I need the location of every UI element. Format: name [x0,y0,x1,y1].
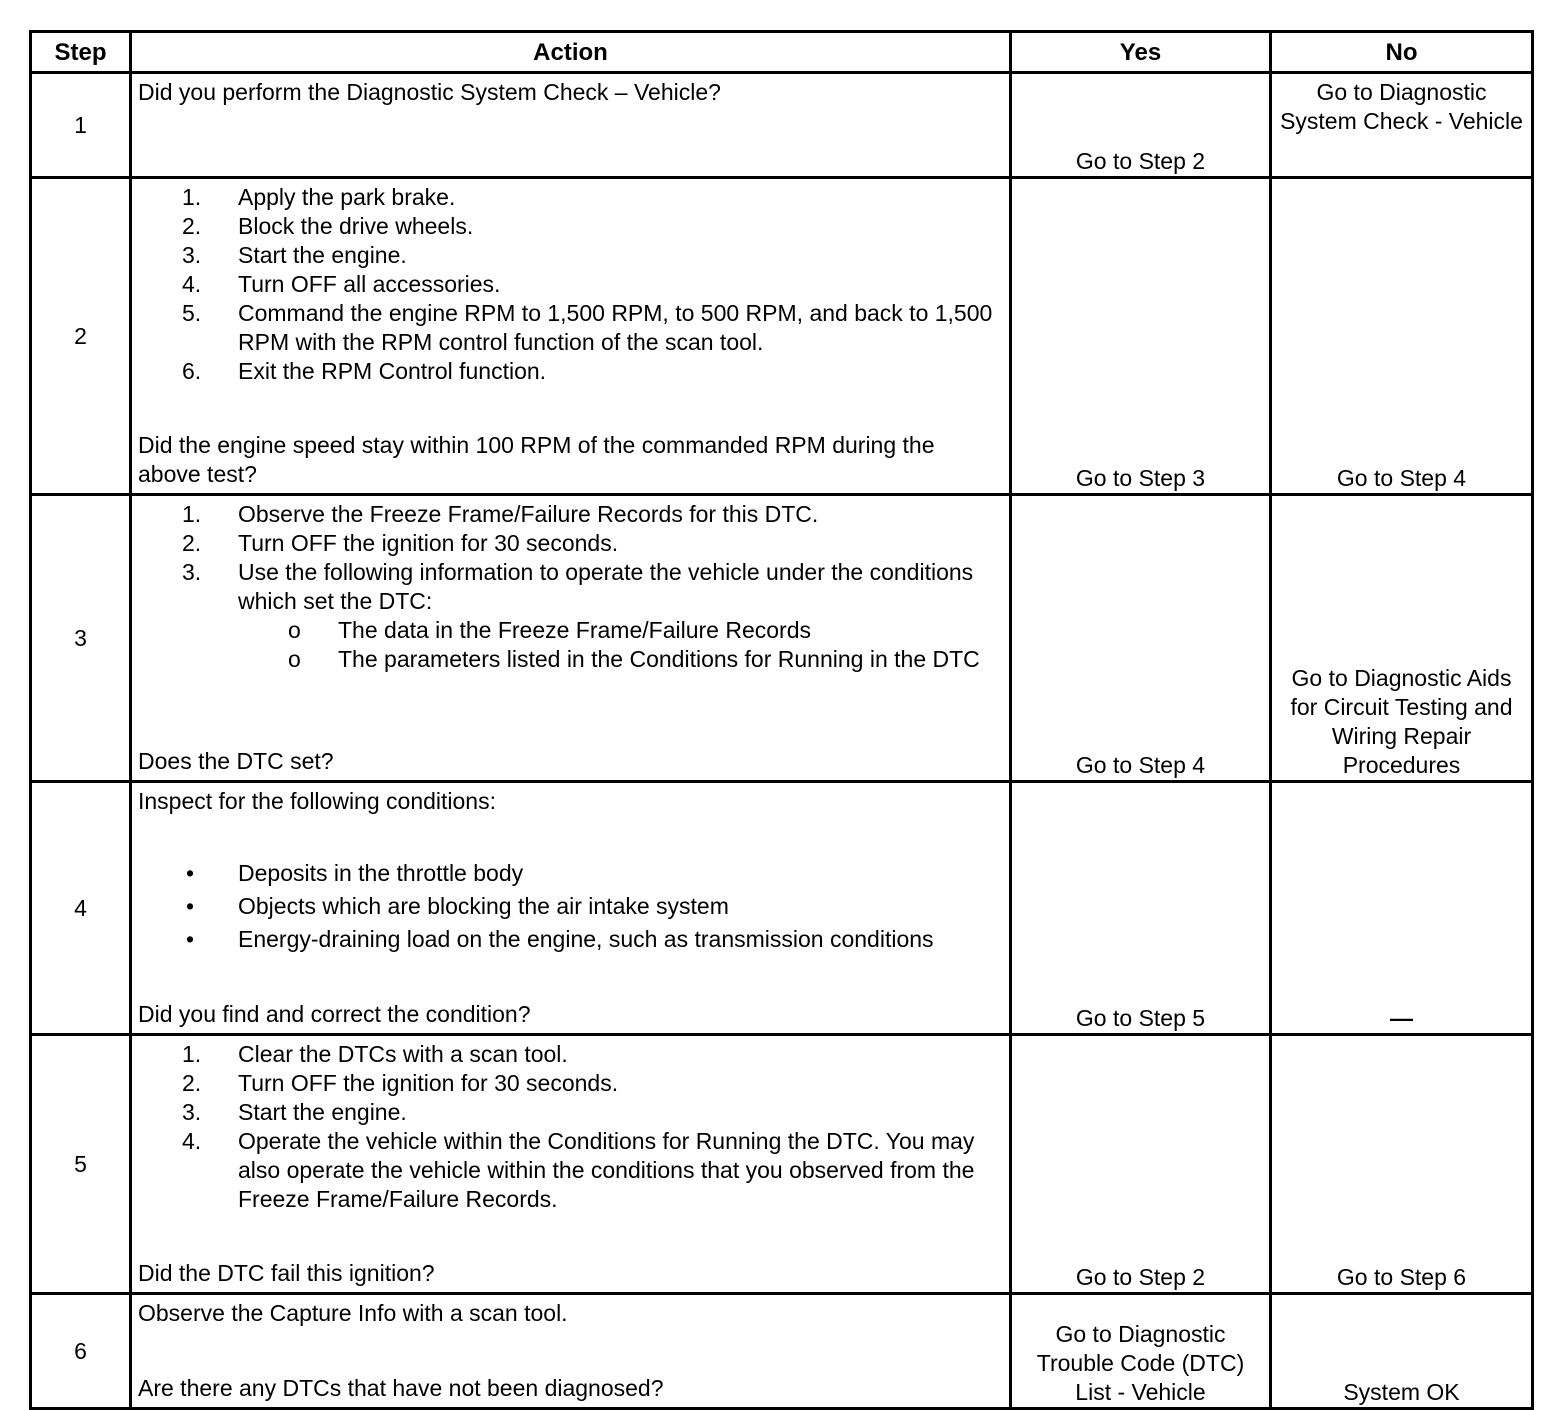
list-text: Deposits in the throttle body [238,859,524,886]
action-cell [131,495,1011,782]
list-number: 2. [182,213,202,239]
list-text: Clear the DTCs with a scan tool. [238,1041,568,1067]
numbered-list [138,500,1003,674]
table-row [31,73,1533,178]
yes-cell: Go to Step 3 [1011,178,1271,495]
list-item [138,1098,1003,1127]
bullet-icon: • [186,925,195,952]
list-item [138,241,1003,270]
no-cell: Go to Step 4 [1271,178,1533,495]
list-item [138,299,1003,357]
list-text: Apply the park brake. [238,184,456,210]
bullet-list [138,859,1003,958]
no-cell: — [1271,782,1533,1035]
list-number: 1. [182,184,202,210]
step-number: 2 [31,178,131,495]
bullet-icon: • [186,859,195,886]
list-number: 1. [182,1041,202,1067]
list-item [138,892,1003,921]
list-number: 4. [182,271,202,297]
step-number: 6 [31,1294,131,1409]
table-row [31,782,1533,1035]
bullet-icon: • [186,892,195,919]
action-question: Are there any DTCs that have not been diagnosed? [138,1375,664,1401]
yes-cell: Go to Diagnostic Trouble Code (DTC) List - Vehicle [1011,1294,1271,1409]
list-text: Use the following information to operate the vehicle under the conditions which set the DTC: [238,559,974,614]
action-question: Did the engine speed stay within 100 RPM of the commanded RPM during the above test? [138,432,935,487]
list-item [138,529,1003,558]
header-action: Action [131,32,1011,73]
list-text: Turn OFF all accessories. [238,271,501,297]
list-item [138,558,1003,616]
action-cell [131,782,1011,1035]
list-number: 2. [182,530,202,556]
no-cell: System OK [1271,1294,1533,1409]
table-row [31,495,1533,782]
list-item [138,859,1003,888]
list-item [138,1040,1003,1069]
list-item [138,212,1003,241]
sub-list-item [138,645,1003,674]
list-text: Block the drive wheels. [238,213,474,239]
table-row [31,1035,1533,1294]
circle-bullet-icon: o [288,617,301,643]
numbered-list [138,1040,1003,1214]
list-text: The parameters listed in the Conditions for Running in the DTC [338,646,980,672]
header-step: Step [31,32,131,73]
list-text: Objects which are blocking the air intake system [238,892,729,919]
list-number: 5. [182,300,202,326]
header-row [31,32,1533,73]
table-row [31,1294,1533,1409]
no-cell: Go to Diagnostic Aids for Circuit Testing and Wiring Repair Procedures [1271,495,1533,782]
list-number: 2. [182,1070,202,1096]
list-item [138,1069,1003,1098]
step-number: 1 [31,73,131,178]
action-intro: Inspect for the following conditions: [138,788,496,814]
list-number: 4. [182,1128,202,1154]
list-text: Turn OFF the ignition for 30 seconds. [238,1070,619,1096]
yes-cell: Go to Step 5 [1011,782,1271,1035]
circle-bullet-icon: o [288,646,301,672]
diagnostic-table [29,30,1534,1410]
list-item [138,270,1003,299]
list-number: 1. [182,501,202,527]
action-cell [131,1294,1011,1409]
list-text: Turn OFF the ignition for 30 seconds. [238,530,619,556]
numbered-list [138,183,1003,386]
header-yes: Yes [1011,32,1271,73]
list-item [138,183,1003,212]
list-item [138,925,1003,954]
action-intro: Observe the Capture Info with a scan tool. [138,1300,568,1326]
list-number: 6. [182,358,202,384]
step-number: 3 [31,495,131,782]
list-text: Command the engine RPM to 1,500 RPM, to 500 RPM, and back to 1,500 RPM with the RPM control function of the scan tool. [238,300,993,355]
sub-list-item [138,616,1003,645]
list-text: Observe the Freeze Frame/Failure Records for this DTC. [238,501,819,527]
list-text: Start the engine. [238,1099,407,1125]
list-item [138,1127,1003,1214]
header-no: No [1271,32,1533,73]
list-text: The data in the Freeze Frame/Failure Records [338,617,811,643]
list-text: Exit the RPM Control function. [238,358,547,384]
action-question: Did you find and correct the condition? [138,1001,531,1027]
action-cell [131,73,1011,178]
no-cell: Go to Diagnostic System Check - Vehicle [1271,73,1533,178]
step-number: 4 [31,782,131,1035]
action-intro: Did you perform the Diagnostic System Check – Vehicle? [138,79,721,105]
list-number: 3. [182,242,202,268]
list-item [138,357,1003,386]
action-question: Did the DTC fail this ignition? [138,1260,435,1286]
no-cell: Go to Step 6 [1271,1035,1533,1294]
action-question: Does the DTC set? [138,748,334,774]
step-number: 5 [31,1035,131,1294]
list-text: Energy-draining load on the engine, such as transmission conditions [238,925,934,952]
table-row [31,178,1533,495]
list-item [138,500,1003,529]
yes-cell: Go to Step 2 [1011,73,1271,178]
list-number: 3. [182,559,202,585]
action-cell [131,1035,1011,1294]
action-cell [131,178,1011,495]
yes-cell: Go to Step 2 [1011,1035,1271,1294]
list-number: 3. [182,1099,202,1125]
list-text: Start the engine. [238,242,407,268]
yes-cell: Go to Step 4 [1011,495,1271,782]
list-text: Operate the vehicle within the Conditions for Running the DTC. You may also operate the vehicle within the conditions that you observed from the Freeze Frame/Failure Records. [238,1128,975,1212]
